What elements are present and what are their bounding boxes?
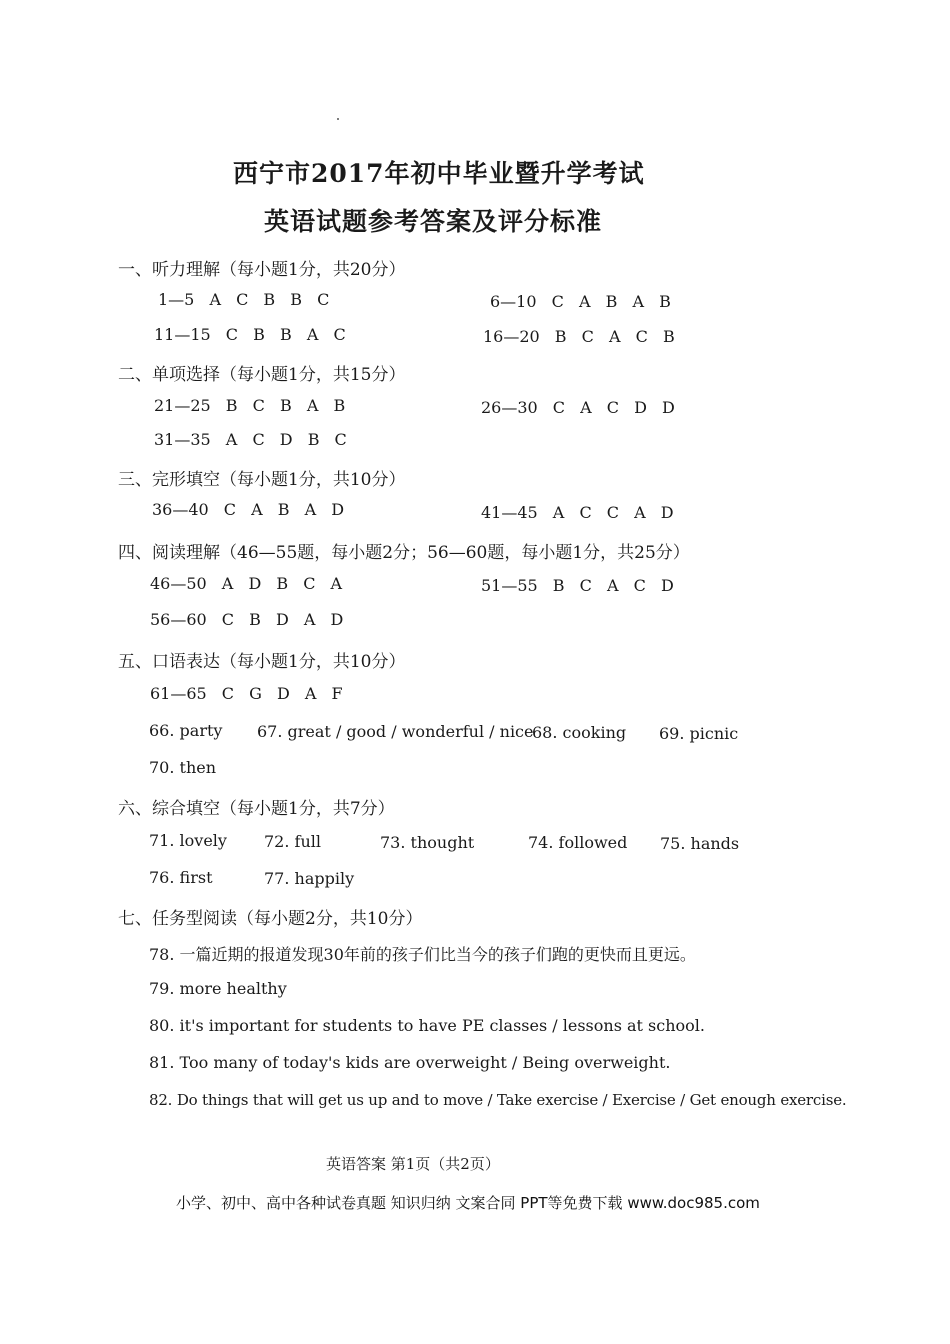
answer-row: 21—25 B C B A B <box>154 396 346 415</box>
answer-item: 69. picnic <box>659 724 739 743</box>
document-title: 西宁市2017年初中毕业暨升学考试 <box>233 159 645 188</box>
answer-row: 41—45 A C C A D <box>481 503 674 522</box>
section-heading-oral: 五、口语表达（每小题1分，共10分） <box>118 652 406 672</box>
answer-row: 51—55 B C A C D <box>481 576 674 595</box>
answer-item: 81. Too many of today's kids are overweight / Being overweight. <box>149 1053 671 1072</box>
answer-item: 79. more healthy <box>149 979 287 998</box>
answer-row: 1—5 A C B B C <box>158 290 330 309</box>
section-heading-listening: 一、听力理解（每小题1分，共20分） <box>118 260 406 280</box>
answer-item: 76. first <box>149 868 213 887</box>
answer-row: 16—20 B C A C B <box>483 327 675 346</box>
answer-row: 36—40 C A B A D <box>152 500 345 519</box>
answer-row: 31—35 A C D B C <box>154 430 347 449</box>
answer-item: 74. followed <box>528 833 628 852</box>
answer-item: 80. it's important for students to have PE classes / lessons at school. <box>149 1016 705 1035</box>
answer-item: 71. lovely <box>149 831 227 850</box>
answer-item: 82. Do things that will get us up and to move / Take exercise / Exercise / Get enough exercise. <box>149 1091 847 1109</box>
document-subtitle: 英语试题参考答案及评分标准 <box>264 207 603 236</box>
answer-row: 26—30 C A C D D <box>481 398 675 417</box>
answer-item: 77. happily <box>264 869 355 888</box>
scan-speck <box>337 118 339 120</box>
answer-row: 56—60 C B D A D <box>150 610 344 629</box>
page-number: 英语答案 第1页（共2页） <box>326 1155 500 1173</box>
answer-item: 73. thought <box>380 833 475 852</box>
section-heading-task-reading: 七、任务型阅读（每小题2分，共10分） <box>118 909 423 929</box>
answer-item: 70. then <box>149 758 217 777</box>
answer-row: 46—50 A D B C A <box>150 574 343 593</box>
section-heading-reading: 四、阅读理解（46—55题，每小题2分；56—60题，每小题1分，共25分） <box>118 543 690 563</box>
answer-row: 6—10 C A B A B <box>490 292 671 311</box>
answer-row: 61—65 C G D A F <box>150 684 343 703</box>
answer-row: 11—15 C B B A C <box>154 325 346 344</box>
answer-item: 75. hands <box>660 834 740 853</box>
watermark-text: 小学、初中、高中各种试卷真题 知识归纳 文案合同 PPT等免费下载 www.doc985.com <box>176 1194 760 1212</box>
section-heading-single-choice: 二、单项选择（每小题1分，共15分） <box>118 365 406 385</box>
answer-item: 72. full <box>264 832 321 851</box>
section-heading-cloze: 三、完形填空（每小题1分，共10分） <box>118 470 406 490</box>
answer-item: 78. 一篇近期的报道发现30年前的孩子们比当今的孩子们跑的更快而且更远。 <box>149 945 696 964</box>
answer-item: 67. great / good / wonderful / nice <box>257 722 534 741</box>
answer-item: 68. cooking <box>532 723 627 742</box>
answer-item: 66. party <box>149 721 223 740</box>
section-heading-gap-fill: 六、综合填空（每小题1分，共7分） <box>118 799 395 819</box>
